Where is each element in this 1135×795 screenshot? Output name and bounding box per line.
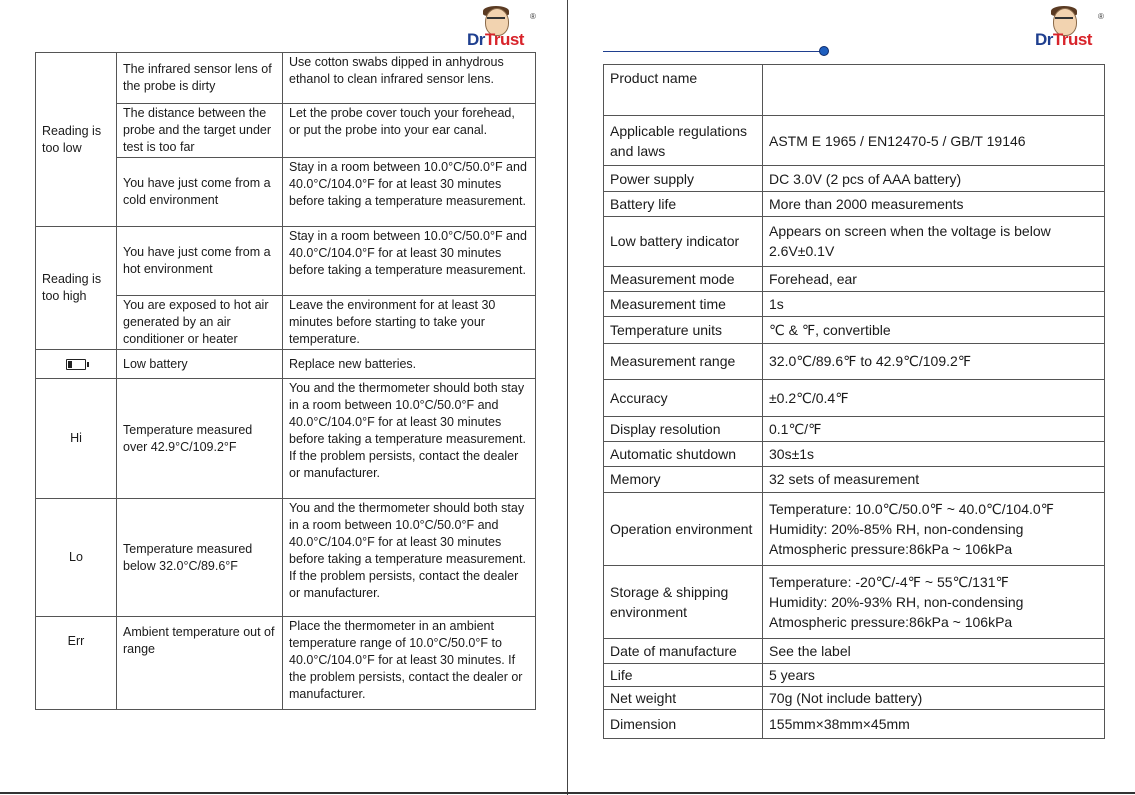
table-row [604, 317, 1105, 343]
spec-key: Low battery indicator [604, 217, 763, 267]
spec-key: Date of manufacture [604, 638, 763, 663]
spec-value: 32.0℃/89.6℉ to 42.9℃/109.2℉ [763, 343, 1105, 379]
table-row [36, 350, 536, 379]
spec-key: Temperature units [604, 317, 763, 343]
spec-key: Measurement range [604, 343, 763, 379]
table-row [36, 227, 536, 296]
cause-cell: You are exposed to hot air generated by an air conditioner or heater [117, 296, 283, 350]
header-dot-icon [819, 46, 829, 56]
spec-key: Display resolution [604, 416, 763, 441]
table-row [36, 53, 536, 104]
spec-value: ASTM E 1965 / EN12470-5 / GB/T 19146 [763, 115, 1105, 166]
cause-cell: Low battery [117, 350, 283, 379]
cause-cell: Temperature measured below 32.0°C/89.6°F [117, 499, 283, 617]
spec-key: Measurement time [604, 291, 763, 316]
spec-value: 32 sets of measurement [763, 467, 1105, 492]
table-row [604, 65, 1105, 116]
spec-value-line: Atmospheric pressure:86kPa ~ 106kPa [769, 540, 1013, 557]
glasses-icon [1055, 17, 1073, 24]
spec-value: Appears on screen when the voltage is below 2.6V±0.1V [763, 217, 1105, 267]
spec-value-line: Humidity: 20%-85% RH, non-condensing [769, 520, 1024, 537]
table-row [604, 710, 1105, 739]
table-row [604, 663, 1105, 686]
table-row [604, 266, 1105, 291]
spec-value: 5 years [763, 663, 1105, 686]
spec-key: Accuracy [604, 380, 763, 416]
solution-cell: You and the thermometer should both stay in a room between 10.0°C/50.0°F and 40.0°C/104.0°F for at least 30 minutes before taking a temperature measurement. If the problem persists, contact the dealer or manufacturer. [283, 499, 536, 617]
table-row [604, 565, 1105, 638]
table-row [604, 441, 1105, 466]
spec-value: ℃ & ℉, convertible [763, 317, 1105, 343]
spec-value [763, 492, 1105, 565]
table-row [604, 217, 1105, 267]
cause-cell: Temperature measured over 42.9°C/109.2°F [117, 379, 283, 499]
spec-key: Measurement mode [604, 266, 763, 291]
spec-value-line: Temperature: 10.0℃/50.0℉ ~ 40.0℃/104.0℉ [769, 500, 1054, 517]
brand-logo-left [467, 8, 537, 50]
spec-key: Storage & shipping environment [604, 565, 763, 638]
spec-key: Automatic shutdown [604, 441, 763, 466]
condition-cell: Lo [36, 499, 117, 617]
condition-cell: Hi [36, 379, 117, 499]
table-row [604, 291, 1105, 316]
spec-key: Power supply [604, 166, 763, 191]
condition-cell: Err [36, 617, 117, 710]
table-row [604, 492, 1105, 565]
registered-mark: ® [530, 12, 536, 21]
spec-value: 155mm×38mm×45mm [763, 710, 1105, 739]
table-row [604, 467, 1105, 492]
table-row [604, 115, 1105, 166]
solution-cell: Leave the environment for at least 30 minutes before starting to take your temperature. [283, 296, 536, 350]
spec-value [763, 65, 1105, 116]
spec-value-line: Humidity: 20%-93% RH, non-condensing [769, 593, 1024, 610]
brand-wordmark: DrTrust [1035, 30, 1092, 49]
solution-cell: Let the probe cover touch your forehead, or put the probe into your ear canal. [283, 104, 536, 158]
spec-key: Dimension [604, 710, 763, 739]
solution-cell: Use cotton swabs dipped in anhydrous ethanol to clean infrared sensor lens. [283, 53, 536, 104]
cause-cell: The infrared sensor lens of the probe is dirty [117, 53, 283, 104]
specifications-table [603, 64, 1105, 739]
table-row [604, 687, 1105, 710]
bottom-border [0, 792, 1135, 794]
cause-cell: Ambient temperature out of range [117, 617, 283, 710]
spec-key: Operation environment [604, 492, 763, 565]
glasses-icon [487, 17, 505, 24]
table-row [604, 191, 1105, 216]
spec-value: 1s [763, 291, 1105, 316]
table-row [36, 499, 536, 617]
header-rule [603, 51, 823, 52]
spec-value: More than 2000 measurements [763, 191, 1105, 216]
spec-value: Forehead, ear [763, 266, 1105, 291]
spec-value: 0.1℃/℉ [763, 416, 1105, 441]
table-row [604, 380, 1105, 416]
condition-cell: Reading is too low [36, 53, 117, 227]
spec-value: See the label [763, 638, 1105, 663]
troubleshooting-table [35, 52, 536, 710]
spec-value [763, 565, 1105, 638]
cause-cell: You have just come from a hot environment [117, 227, 283, 296]
solution-cell: You and the thermometer should both stay in a room between 10.0°C/50.0°F and 40.0°C/104.0°F for at least 30 minutes before taking a temperature measurement. If the problem persists, contact the dealer or manufacturer. [283, 379, 536, 499]
table-row [604, 416, 1105, 441]
spec-key: Net weight [604, 687, 763, 710]
cause-cell: You have just come from a cold environment [117, 158, 283, 227]
spec-key: Product name [604, 65, 763, 116]
spec-value: ±0.2℃/0.4℉ [763, 380, 1105, 416]
brand-logo-right [1035, 8, 1105, 50]
table-row [604, 343, 1105, 379]
condition-cell: Reading is too high [36, 227, 117, 350]
table-row [604, 166, 1105, 191]
brand-wordmark: DrTrust [467, 30, 524, 49]
spec-key: Life [604, 663, 763, 686]
solution-cell: Stay in a room between 10.0°C/50.0°F and 40.0°C/104.0°F for at least 30 minutes before taking a temperature measurement. [283, 227, 536, 296]
battery-low-icon [66, 359, 86, 370]
solution-cell: Replace new batteries. [283, 350, 536, 379]
condition-cell [36, 350, 117, 379]
page-divider [567, 0, 568, 795]
spec-value-line: Temperature: -20℃/-4℉ ~ 55℃/131℉ [769, 573, 1009, 590]
spec-value: DC 3.0V (2 pcs of AAA battery) [763, 166, 1105, 191]
table-row [604, 638, 1105, 663]
solution-cell: Place the thermometer in an ambient temperature range of 10.0°C/50.0°F to 40.0°C/104.0°F for at least 30 minutes. If the problem persists, contact the dealer or manufacturer. [283, 617, 536, 710]
spec-key: Battery life [604, 191, 763, 216]
solution-cell: Stay in a room between 10.0°C/50.0°F and 40.0°C/104.0°F for at least 30 minutes before taking a temperature measurement. [283, 158, 536, 227]
registered-mark: ® [1098, 12, 1104, 21]
spec-value: 70g (Not include battery) [763, 687, 1105, 710]
spec-key: Memory [604, 467, 763, 492]
table-row [36, 617, 536, 710]
spec-key: Applicable regulations and laws [604, 115, 763, 166]
cause-cell: The distance between the probe and the target under test is too far [117, 104, 283, 158]
spec-value: 30s±1s [763, 441, 1105, 466]
spec-value-line: Atmospheric pressure:86kPa ~ 106kPa [769, 613, 1013, 630]
table-row [36, 379, 536, 499]
